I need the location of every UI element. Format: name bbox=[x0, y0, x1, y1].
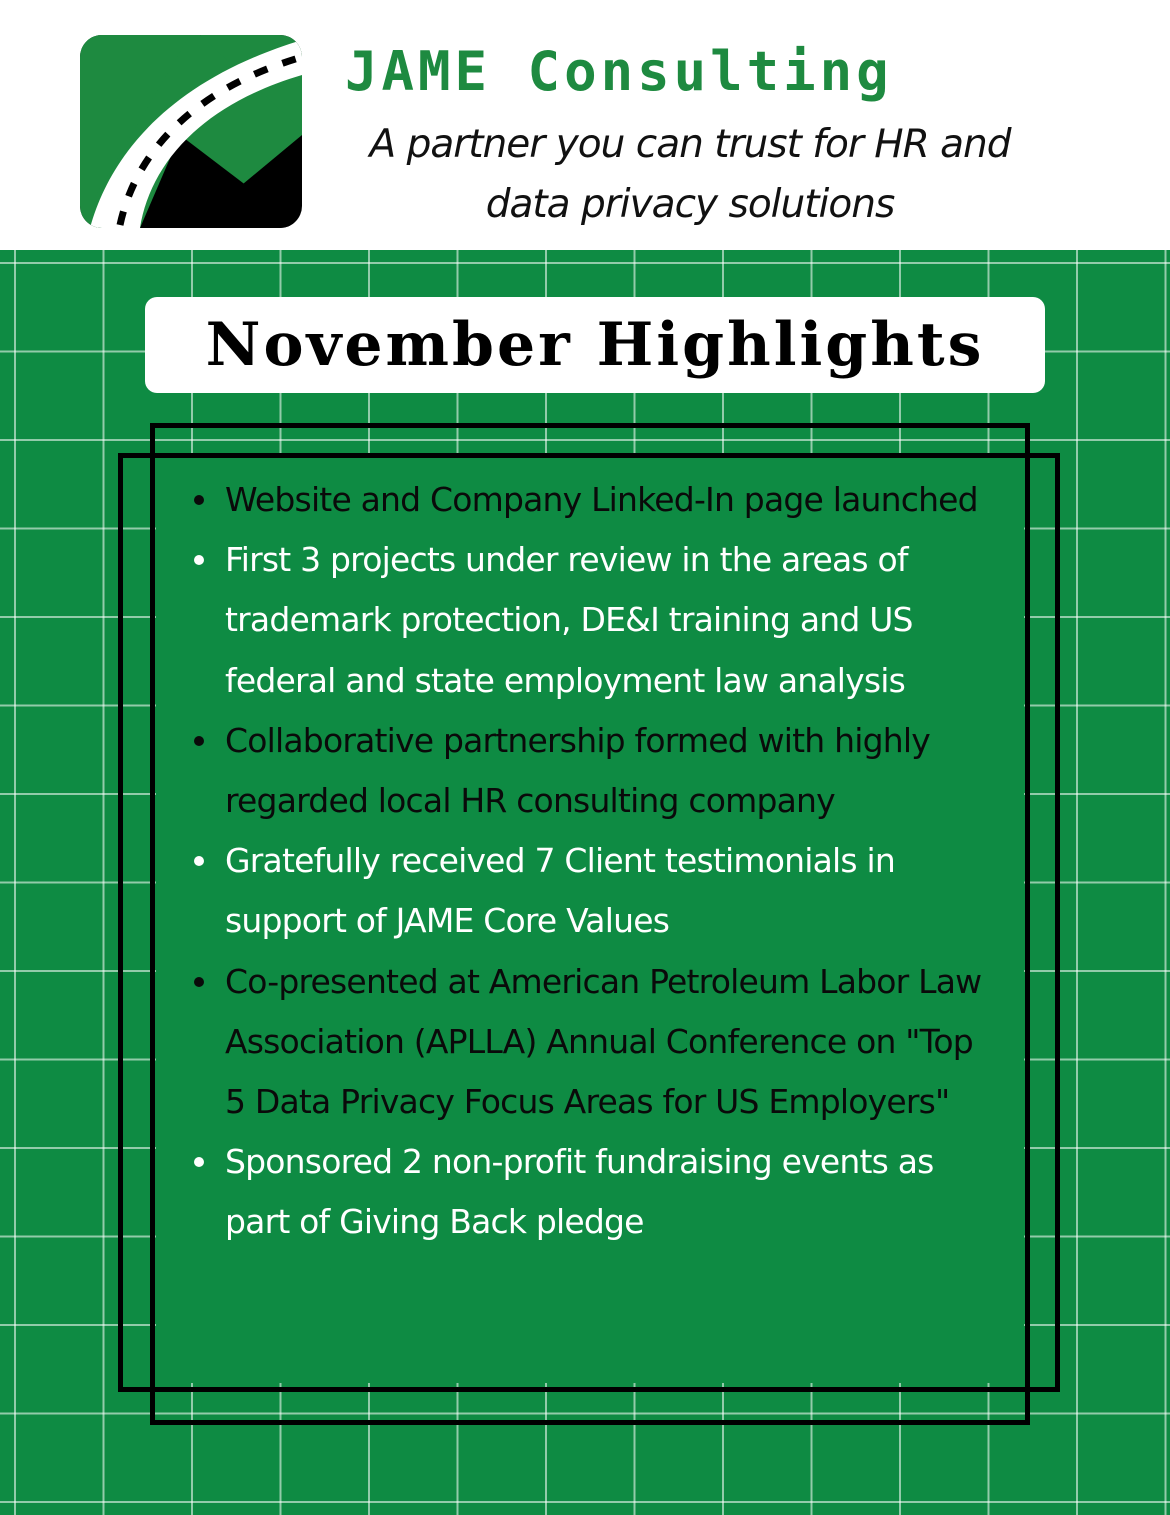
bullet-icon bbox=[194, 1157, 204, 1167]
bullet-icon bbox=[194, 856, 204, 866]
list-item bbox=[190, 1132, 990, 1252]
page-title: November Highlights bbox=[205, 310, 985, 380]
tagline-line-1: A partner you can trust for HR and bbox=[369, 122, 1011, 167]
list-item-text: Co-presented at American Petroleum Labor Law Association (APLLA) Annual Conference on "Top 5 Data Privacy Focus Areas for US Employers" bbox=[225, 961, 982, 1122]
bullet-icon bbox=[194, 555, 204, 565]
brand-name: JAME Consulting bbox=[345, 40, 893, 103]
list-item bbox=[190, 952, 990, 1133]
list-item-text: Website and Company Linked-In page launched bbox=[225, 480, 978, 519]
list-item-text: First 3 projects under review in the areas of trademark protection, DE&I training and US federal and state employment law analysis bbox=[225, 540, 913, 700]
bullet-icon bbox=[194, 736, 204, 746]
bullet-icon bbox=[194, 977, 204, 987]
bullet-icon bbox=[194, 495, 204, 505]
highlights-list bbox=[190, 470, 990, 1253]
list-item bbox=[190, 711, 990, 831]
list-item-text: Collaborative partnership formed with highly regarded local HR consulting company bbox=[225, 720, 930, 821]
list-item-text: Gratefully received 7 Client testimonials in support of JAME Core Values bbox=[225, 841, 895, 941]
list-item bbox=[190, 530, 990, 711]
list-item-text: Sponsored 2 non-profit fundraising events as part of Giving Back pledge bbox=[225, 1142, 934, 1242]
list-item bbox=[190, 470, 990, 530]
header bbox=[0, 0, 1170, 250]
list-item bbox=[190, 831, 990, 951]
road-logo-icon bbox=[80, 35, 302, 228]
tagline bbox=[360, 115, 1020, 235]
title-banner bbox=[145, 297, 1045, 393]
tagline-line-2: data privacy solutions bbox=[485, 182, 895, 227]
